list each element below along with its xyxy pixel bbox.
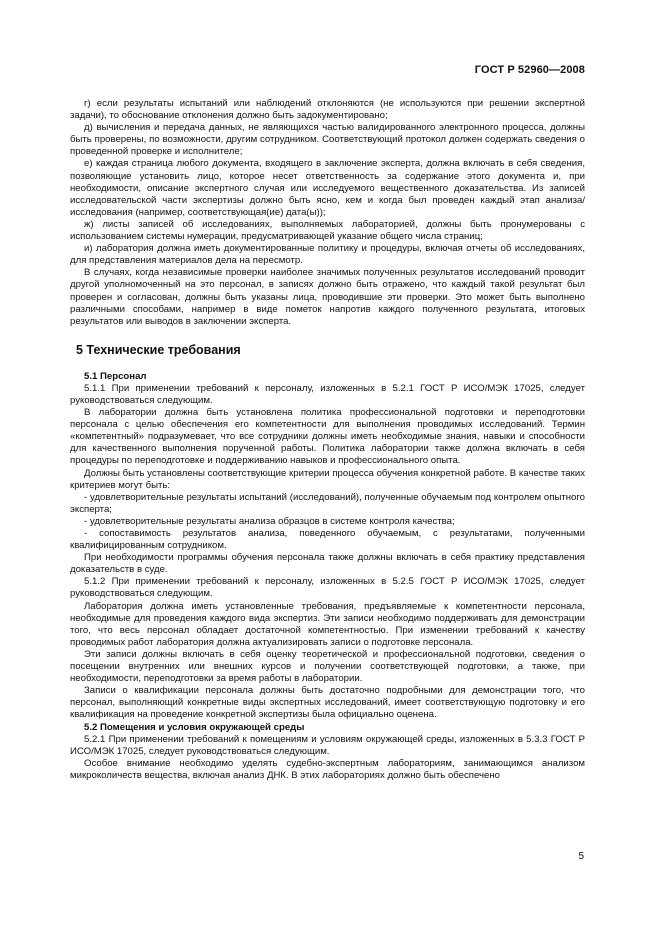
paragraph: Лаборатория должна иметь установленные требования, предъявляемые к компетентности персонала, необходимые для проведения каждого вида экспертиз. Эти записи необходимо поддерживать для демонстрации того, что весь персонал обладает достаточной компетентностью. При изменении требований к качеству проводимых работ лаборатория должна актуализировать записи о подготовке персонала.	[70, 600, 585, 648]
paragraph: и) лаборатория должна иметь документированные политику и процедуры, включая отчеты об исследованиях, для представления материалов дела на пересмотр.	[70, 243, 585, 267]
paragraph: г) если результаты испытаний или наблюдений отклоняются (не используются при решении экспертной задачи), то обоснование отклонения должно быть задокументировано;	[70, 98, 585, 122]
paragraph: В лаборатории должна быть установлена политика профессиональной подготовки и переподготовки персонала с целью обеспечения его компетентности для выполнения проводимых исследований. Термин «компетентный» подразумевает, что все сотрудники должны иметь необходимые знания, навыки и способности для качественного выполнения порученной работы. Политика лаборатории также должна включать в себя процедуры по переподготовке и поддерживанию навыков и профессионального опыта.	[70, 407, 585, 467]
paragraph: Записи о квалификации персонала должны быть достаточно подробными для демонстрации того, что персонал, выполняющий конкретные виды экспертных исследований, имеет соответствующую подготовку и его квалификация на проведение конкретной экспертизы была официально оценена.	[70, 685, 585, 721]
paragraph: ж) листы записей об исследованиях, выполняемых лабораторией, должны быть пронумерованы с использованием системы нумерации, предусматривающей указание общего числа страниц;	[70, 218, 585, 243]
section-title: 5 Технические требования	[76, 342, 241, 357]
paragraph: е) каждая страница любого документа, входящего в заключение эксперта, должна включать в себя сведения, позволяющие установить лицо, которое несет ответственность за содержание этого документа и, при необходимости, описание экспертного случая или исследуемого вещественного доказательства. Из записей исследовательской части экспертизы должно быть ясно, кем и когда был проведен каждый этап анализа/исследования (например, соответствующая(ие) дата(ы));	[70, 158, 585, 218]
document-body	[70, 98, 585, 782]
page-number: 5	[578, 851, 584, 862]
document-header: ГОСТ Р 52960—2008	[474, 64, 585, 76]
paragraph: Эти записи должны включать в себя оценку теоретической и профессиональной подготовки, сведения о посещении внутренних или внешних курсов и получении соответствующей подготовки, а также, при необходимости, переподготовки за время работы в лаборатории.	[70, 648, 585, 685]
paragraph: 5.2.1 При применении требований к помещениям и условиям окружающей среды, изложенных в 5.3.3 ГОСТ Р ИСО/МЭК 17025, следует руководствоваться следующим.	[70, 733, 585, 757]
list-item: - удовлетворительные результаты анализа образцов в системе контроля качества;	[84, 515, 455, 527]
subsection-title: 5.2 Помещения и условия окружающей среды	[84, 721, 305, 733]
paragraph: 5.1.1 При применении требований к персоналу, изложенных в 5.2.1 ГОСТ Р ИСО/МЭК 17025, следует руководствоваться следующим.	[70, 382, 585, 406]
paragraph: В случаях, когда независимые проверки наиболее значимых полученных результатов исследований проводит другой уполномоченный на это персонал, в записях должно быть отражено, что каждый такой результат был проверен и согласован, должны быть указаны лица, проводившие эти проверки. Это может быть выполнено различными способами, например в виде пометок напротив каждого полученного результата, итоговых результатов или выводов в заключении эксперта.	[70, 267, 585, 327]
subsection-title: 5.1 Персонал	[84, 370, 147, 382]
paragraph: Должны быть установлены соответствующие критерии процесса обучения конкретной работе. В качестве таких критериев могут быть:	[70, 467, 585, 491]
list-item: - сопоставимость результатов анализа, поведенного обучаемым, с результатами, полученными квалифицированным сотрудником.	[70, 528, 585, 552]
paragraph: д) вычисления и передача данных, не являющихся частью валидированного электронного процесса, должны быть проверены, по возможности, другим сотрудником. Соответствующий протокол должен содержать сведения о проведенной проверке и исполнителе;	[70, 122, 585, 158]
list-item: - удовлетворительные результаты испытаний (исследований), полученные обучаемым под контролем опытного эксперта;	[70, 491, 585, 515]
paragraph: При необходимости программы обучения персонала также должны включать в себя практику представления доказательств в суде.	[70, 552, 585, 576]
paragraph: Особое внимание необходимо уделять судебно-экспертным лабораториям, занимающимся анализом микроколичеств вещества, включая анализ ДНК. В этих лабораториях должно быть обеспечено	[70, 757, 585, 781]
paragraph: 5.1.2 При применении требований к персоналу, изложенных в 5.2.5 ГОСТ Р ИСО/МЭК 17025, следует руководствоваться следующим.	[70, 576, 585, 600]
